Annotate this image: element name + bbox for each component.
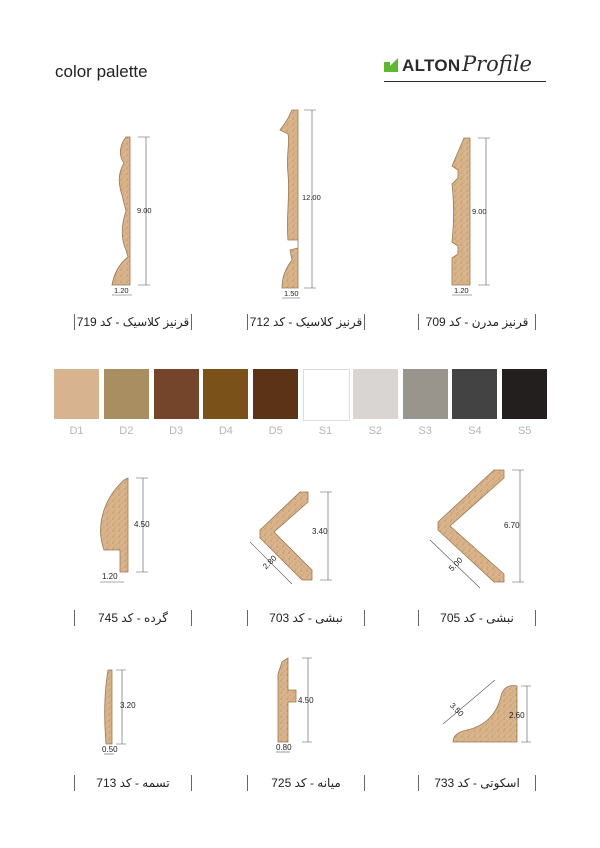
profile-label: قرنیز کلاسیک - کد 712 [247, 314, 365, 330]
color-swatch-s4 [452, 369, 497, 419]
profile-label: نبشی - کد 705 [418, 610, 536, 626]
color-code-label: D2 [119, 425, 134, 437]
profile-745-shape [101, 478, 128, 572]
color-swatch-d1 [54, 369, 99, 419]
height-value: 4.50 [298, 696, 314, 705]
color-code-label: D5 [268, 425, 283, 437]
width-value: 3.50 [447, 701, 466, 719]
width-value: 1.20 [454, 286, 469, 295]
brand-logo [384, 54, 548, 84]
color-swatch-d3 [154, 369, 199, 419]
height-value: 3.20 [120, 701, 136, 710]
profile-725-drawing [262, 650, 352, 765]
color-code-label: D3 [169, 425, 184, 437]
width-value: 1.50 [284, 289, 299, 298]
height-value: 9.00 [472, 207, 487, 216]
profile-label: میانه - کد 725 [247, 775, 365, 791]
color-swatch-d4 [203, 369, 248, 419]
color-swatch-d5 [253, 369, 298, 419]
width-value: 5.00 [447, 555, 465, 574]
profile-712-shape [280, 110, 298, 288]
logo-underline [384, 81, 546, 82]
profile-733-drawing [425, 670, 545, 755]
profile-719-shape [112, 137, 130, 285]
profile-709-shape [452, 138, 470, 285]
profile-713-drawing [90, 660, 180, 760]
color-code-label: S2 [368, 425, 383, 437]
profile-label: تسمه - کد 713 [74, 775, 192, 791]
width-value: 0.50 [102, 745, 118, 754]
profile-label: نبشی - کد 703 [247, 610, 365, 626]
color-swatch-s1 [303, 369, 350, 421]
color-code-label: S4 [468, 425, 482, 437]
profile-712-drawing [262, 100, 352, 305]
color-swatch-s3 [403, 369, 448, 419]
profile-label: قرنیز مدرن - کد 709 [418, 314, 536, 330]
profile-label: گرده - کد 745 [74, 610, 192, 626]
page-title: color palette [55, 62, 148, 81]
color-code-label: D1 [69, 425, 84, 437]
profile-705-drawing [420, 460, 540, 595]
height-value: 12.00 [302, 193, 321, 202]
width-value: 2.80 [261, 553, 279, 572]
height-value: 3.40 [312, 527, 328, 536]
color-swatch-s2 [353, 369, 398, 419]
profile-745-drawing [88, 470, 178, 595]
width-value: 1.20 [114, 286, 129, 295]
profile-719-drawing [90, 125, 180, 305]
height-value: 9.00 [137, 206, 152, 215]
brand-name: ALTON [402, 56, 461, 75]
width-value: 1.20 [102, 572, 118, 581]
height-value: 2.60 [509, 711, 525, 720]
width-value: 0.80 [276, 743, 292, 752]
height-value: 4.50 [134, 520, 150, 529]
profile-725-shape [278, 658, 296, 742]
profile-label: قرنیز کلاسیک - کد 719 [74, 314, 192, 330]
color-swatch-s5 [502, 369, 547, 419]
logo-mark-icon [384, 58, 398, 72]
profile-label: اسکوتی - کد 733 [418, 775, 536, 791]
height-value: 6.70 [504, 521, 520, 530]
brand-suffix: Profile [462, 52, 532, 76]
color-code-label: S1 [318, 425, 333, 437]
width-dimension-line [443, 680, 495, 724]
color-code-label: D4 [218, 425, 233, 437]
profile-713-shape [105, 670, 112, 744]
color-code-label: S3 [418, 425, 432, 437]
color-code-label: S5 [517, 425, 532, 437]
profile-709-drawing [430, 130, 520, 305]
color-swatch-d2 [104, 369, 149, 419]
profile-703-drawing [240, 480, 360, 590]
